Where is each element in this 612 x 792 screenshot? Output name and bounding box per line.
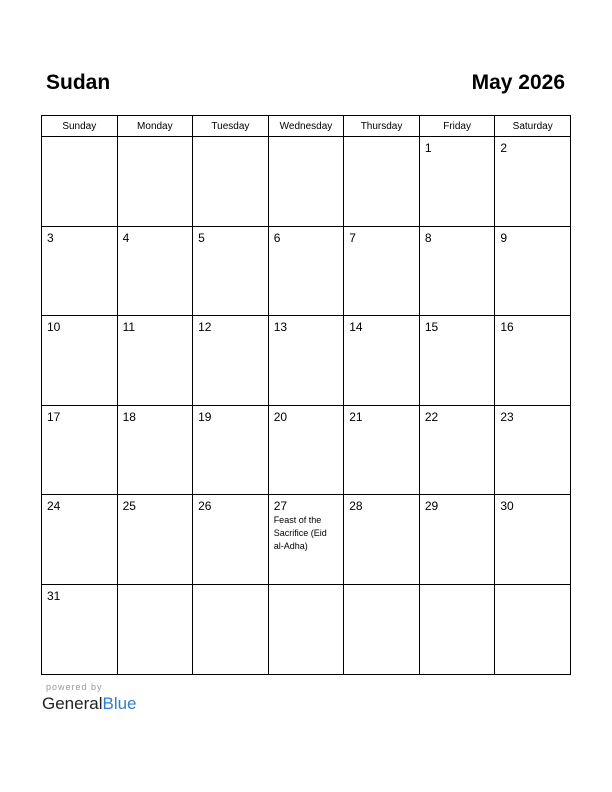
day-number: 4 bbox=[122, 230, 130, 245]
weekday-header-wednesday: Wednesday bbox=[268, 116, 344, 137]
generalblue-logo[interactable] bbox=[42, 693, 137, 715]
day-cell bbox=[117, 495, 193, 585]
day-number: 21 bbox=[349, 409, 363, 424]
day-number: 11 bbox=[122, 320, 136, 335]
day-cell bbox=[42, 137, 118, 227]
day-cell bbox=[419, 137, 495, 227]
day-cell bbox=[117, 584, 193, 674]
day-number: 23 bbox=[500, 409, 514, 424]
day-number: 13 bbox=[273, 320, 288, 335]
day-number: 15 bbox=[424, 320, 439, 335]
day-number: 2 bbox=[500, 141, 508, 155]
day-number: 24 bbox=[47, 499, 61, 514]
day-number: 18 bbox=[122, 409, 136, 424]
day-number: 1 bbox=[424, 141, 432, 155]
weekday-header-saturday: Saturday bbox=[495, 116, 571, 137]
day-cell bbox=[268, 316, 344, 406]
day-cell bbox=[495, 584, 571, 674]
day-cell bbox=[344, 584, 420, 674]
day-number: 30 bbox=[500, 499, 514, 514]
day-cell bbox=[495, 316, 571, 406]
brand-blue-text: Blue bbox=[102, 694, 137, 713]
month-year-title: May 2026 bbox=[471, 71, 565, 94]
day-number: 14 bbox=[349, 320, 363, 335]
day-cell bbox=[419, 495, 495, 585]
week-row bbox=[42, 137, 571, 227]
day-cell bbox=[344, 405, 420, 495]
day-cell bbox=[419, 584, 495, 674]
day-cell bbox=[419, 405, 495, 495]
day-cell bbox=[193, 584, 269, 674]
day-cell bbox=[193, 495, 269, 585]
week-row bbox=[42, 316, 571, 406]
day-number: 17 bbox=[47, 409, 61, 424]
day-cell bbox=[268, 584, 344, 674]
weekday-header-sunday: Sunday bbox=[42, 116, 118, 137]
day-number: 3 bbox=[47, 230, 54, 245]
day-number: 31 bbox=[47, 588, 61, 603]
day-cell bbox=[419, 226, 495, 316]
day-cell bbox=[268, 226, 344, 316]
day-cell bbox=[344, 226, 420, 316]
day-number: 6 bbox=[273, 230, 281, 245]
day-cell bbox=[193, 226, 269, 316]
day-number: 19 bbox=[198, 409, 212, 424]
day-cell-holiday bbox=[268, 495, 344, 585]
day-cell bbox=[117, 405, 193, 495]
day-cell bbox=[419, 316, 495, 406]
day-cell bbox=[268, 405, 344, 495]
day-cell bbox=[42, 584, 118, 674]
day-cell bbox=[495, 405, 571, 495]
day-cell bbox=[268, 137, 344, 227]
weekday-header-monday: Monday bbox=[117, 116, 193, 137]
day-cell bbox=[344, 495, 420, 585]
powered-by-label: powered by bbox=[46, 682, 103, 692]
day-number: 5 bbox=[198, 230, 205, 245]
day-number: 29 bbox=[424, 499, 439, 514]
day-cell bbox=[495, 226, 571, 316]
weekday-header-thursday: Thursday bbox=[344, 116, 420, 137]
weekday-header-row bbox=[42, 116, 571, 137]
day-number: 22 bbox=[424, 409, 439, 424]
day-number: 25 bbox=[122, 499, 136, 514]
day-number: 20 bbox=[273, 409, 288, 424]
day-number: 26 bbox=[198, 499, 212, 514]
day-number: 8 bbox=[424, 230, 432, 245]
day-cell bbox=[42, 316, 118, 406]
day-cell bbox=[42, 405, 118, 495]
day-cell bbox=[495, 495, 571, 585]
day-cell bbox=[344, 137, 420, 227]
day-number: 12 bbox=[198, 320, 212, 335]
day-cell bbox=[193, 405, 269, 495]
day-number: 9 bbox=[500, 230, 508, 245]
day-number: 10 bbox=[47, 320, 61, 335]
week-row bbox=[42, 584, 571, 674]
day-cell bbox=[42, 226, 118, 316]
day-cell bbox=[344, 316, 420, 406]
week-row bbox=[42, 226, 571, 316]
day-cell bbox=[42, 495, 118, 585]
holiday-label: Feast of the Sacrifice (Eid al-Adha) bbox=[273, 515, 327, 552]
day-cell bbox=[495, 137, 571, 227]
day-cell bbox=[117, 226, 193, 316]
day-number: 16 bbox=[500, 320, 514, 335]
country-title: Sudan bbox=[46, 71, 111, 94]
calendar-grid bbox=[41, 115, 571, 675]
day-cell bbox=[117, 137, 193, 227]
weekday-header-friday: Friday bbox=[419, 116, 495, 137]
day-cell bbox=[117, 316, 193, 406]
weekday-header-tuesday: Tuesday bbox=[193, 116, 269, 137]
week-row bbox=[42, 495, 571, 585]
day-cell bbox=[193, 137, 269, 227]
day-number: 27 bbox=[273, 499, 288, 514]
week-row bbox=[42, 405, 571, 495]
day-number: 28 bbox=[349, 499, 363, 514]
brand-general-text: General bbox=[42, 694, 103, 713]
day-cell bbox=[193, 316, 269, 406]
day-number: 7 bbox=[349, 230, 356, 245]
